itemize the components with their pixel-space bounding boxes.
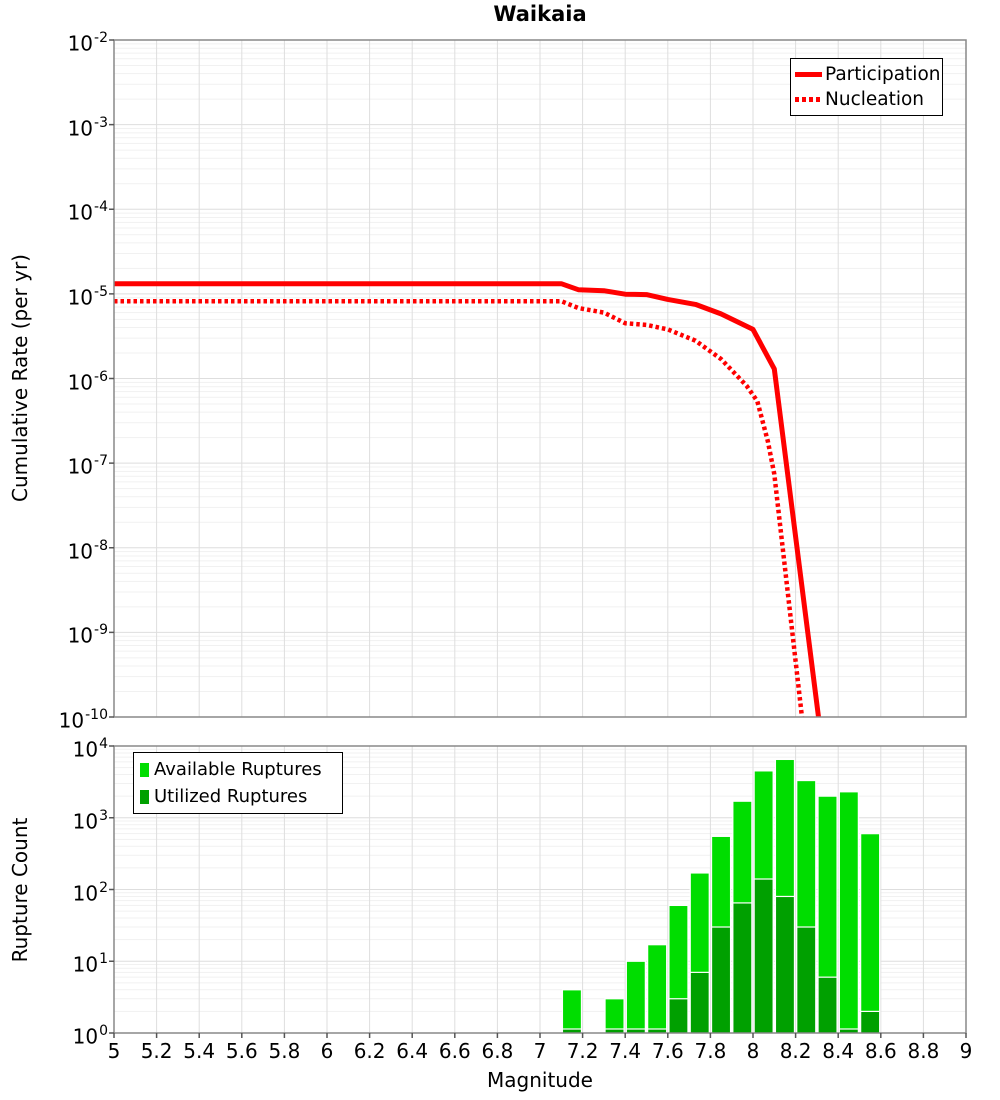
- x-tick-label: 8: [746, 1039, 760, 1063]
- rate-curves: [114, 284, 819, 736]
- x-tick-label: 6.2: [353, 1039, 386, 1063]
- bar-available: [648, 945, 667, 1036]
- y-tick-label: $10^{-6}$: [67, 368, 108, 395]
- x-tick-label: 5: [107, 1039, 121, 1063]
- legend-label: Utilized Ruptures: [154, 786, 308, 807]
- legend-ruptures: [133, 752, 343, 814]
- bar-utilized: [754, 879, 773, 1036]
- bar-utilized: [797, 927, 816, 1036]
- rupture-bars: [562, 759, 879, 1036]
- y-tick-label: $10^{-5}$: [67, 283, 108, 310]
- y-tick-label: $10^2$: [72, 879, 108, 906]
- y-tick-label: $10^{-3}$: [67, 114, 108, 141]
- bar-utilized: [690, 972, 709, 1036]
- legend-label: Participation: [825, 64, 941, 85]
- x-tick-label: 8.4: [822, 1039, 855, 1063]
- x-tick-label: 5.8: [268, 1039, 301, 1063]
- nucleation-curve: [114, 301, 804, 736]
- legend-entry-utilized: [140, 786, 336, 807]
- y-tick-label: $10^{-10}$: [58, 707, 108, 733]
- participation-curve: [114, 284, 819, 721]
- y-tick-label: $10^1$: [72, 951, 108, 977]
- x-tick-label: 5.2: [140, 1039, 173, 1063]
- x-tick-label: 7.4: [609, 1039, 642, 1063]
- x-tick-label: 5.4: [183, 1039, 216, 1063]
- bar-utilized: [669, 999, 688, 1036]
- chart-title: Waikaia: [493, 2, 587, 26]
- y-axis-label-count: Rupture Count: [8, 817, 32, 963]
- nucleation-line-swatch: [795, 97, 822, 102]
- x-tick-label: 6: [320, 1039, 334, 1063]
- bar-utilized: [818, 977, 837, 1036]
- legend-entry-nucleation: [795, 89, 938, 110]
- gridlines: [114, 40, 966, 717]
- x-tick-label: 7.6: [651, 1039, 684, 1063]
- x-tick-label: 8.2: [779, 1039, 812, 1063]
- bar-available: [626, 961, 645, 1036]
- x-tick-label: 6.4: [396, 1039, 429, 1063]
- x-tick-label: 5.6: [225, 1039, 258, 1063]
- x-tick-label: 9: [959, 1039, 973, 1063]
- y-tick-label: $10^0$: [72, 1023, 108, 1049]
- bar-utilized: [775, 896, 794, 1036]
- available-swatch: [140, 763, 149, 777]
- utilized-swatch: [140, 790, 149, 804]
- x-tick-label: 7: [533, 1039, 547, 1063]
- y-tick-label: $10^{-2}$: [67, 30, 108, 56]
- y-tick-label: $10^3$: [72, 807, 108, 834]
- y-tick-label: $10^{-4}$: [67, 199, 108, 225]
- y-tick-label: $10^4$: [72, 736, 108, 762]
- bar-available: [861, 834, 880, 1036]
- x-tick-label: 6.6: [438, 1039, 471, 1063]
- legend-label: Nucleation: [825, 89, 925, 110]
- legend-entry-participation: [795, 64, 941, 85]
- bar-available: [839, 792, 858, 1036]
- x-axis-label: Magnitude: [487, 1068, 593, 1092]
- x-tick-label: 6.8: [481, 1039, 514, 1063]
- x-tick-label: 7.8: [694, 1039, 727, 1063]
- legend-entry-available: [140, 759, 336, 780]
- y-tick-label: $10^{-7}$: [67, 453, 108, 479]
- bar-utilized: [733, 903, 752, 1036]
- y-tick-label: $10^{-8}$: [67, 537, 108, 564]
- x-tick-label: 8.8: [907, 1039, 940, 1063]
- legend-label: Available Ruptures: [154, 759, 322, 780]
- y-tick-label: $10^{-9}$: [67, 622, 108, 649]
- x-tick-label: 8.6: [864, 1039, 897, 1063]
- legend-rate: [790, 58, 943, 116]
- x-tick-label: 7.2: [566, 1039, 599, 1063]
- participation-line-swatch: [795, 72, 822, 77]
- bar-utilized: [712, 927, 731, 1036]
- y-axis-label-rate: Cumulative Rate (per yr): [8, 254, 32, 502]
